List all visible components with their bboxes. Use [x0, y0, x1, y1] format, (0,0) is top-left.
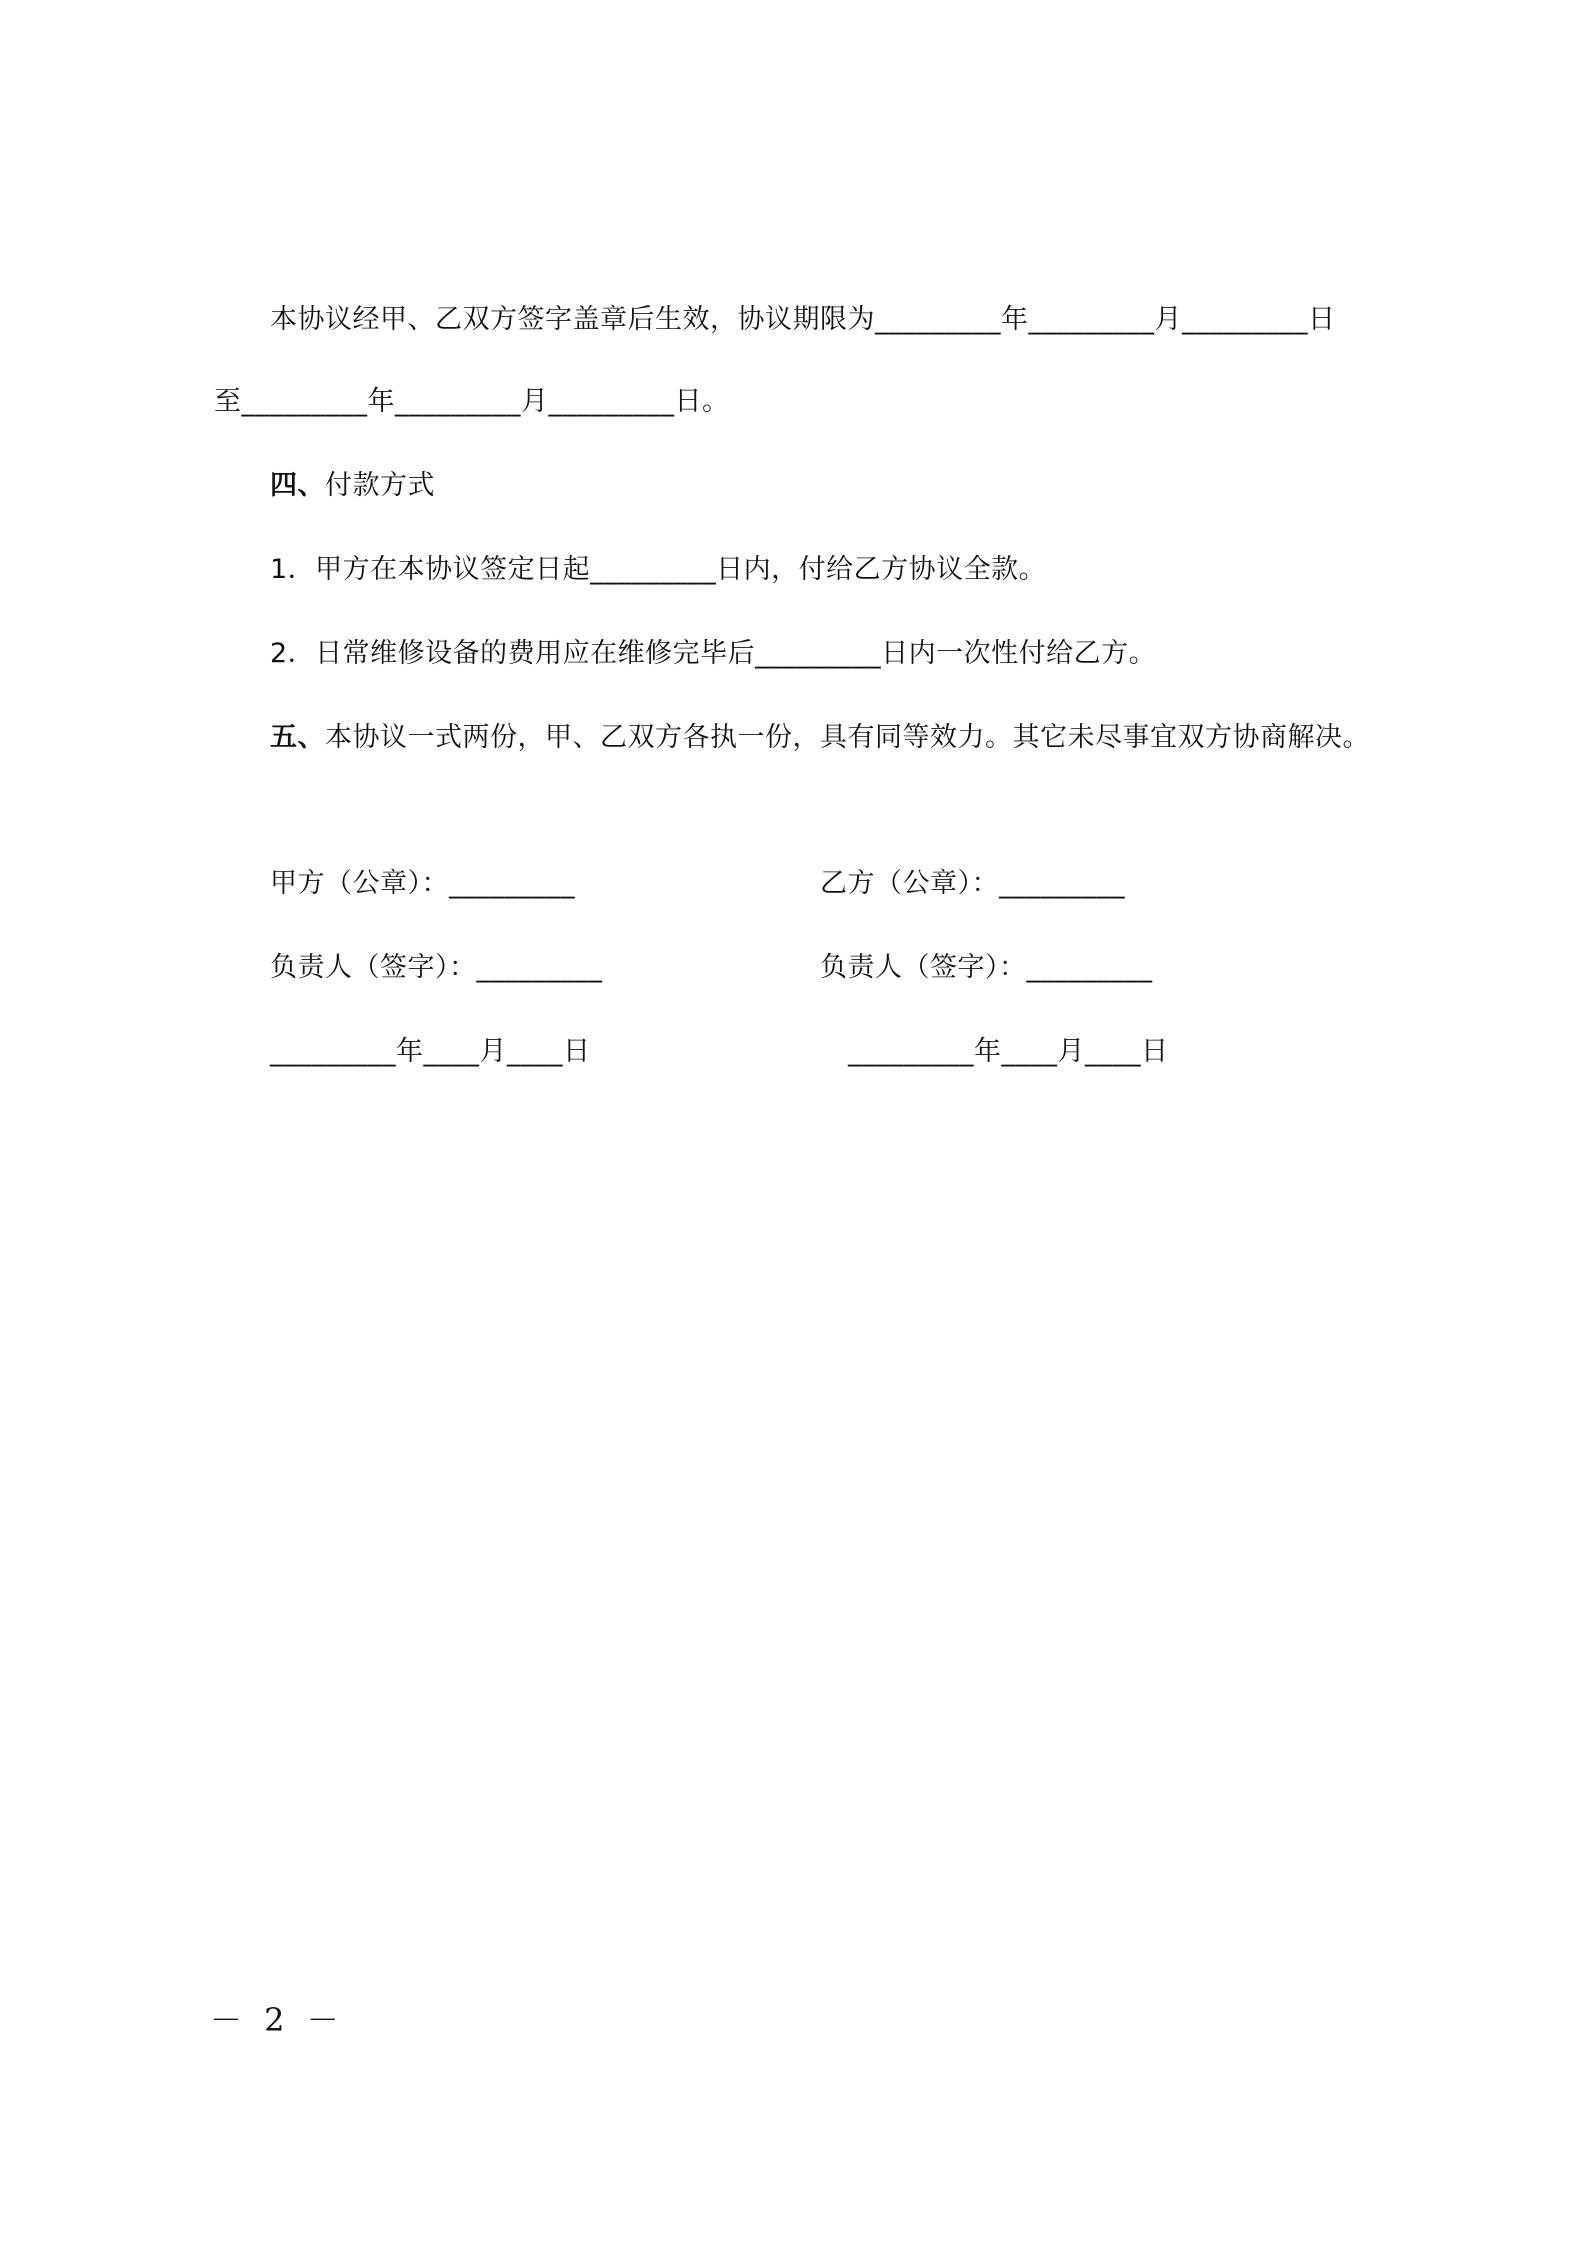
- party-b-seal: 乙方（公章）：_________: [820, 868, 1125, 899]
- section-4-title: 付款方式: [325, 470, 435, 501]
- section-5: [270, 718, 1370, 758]
- section-4-number: 四、: [270, 470, 325, 501]
- section-5-number: 五、: [270, 722, 325, 753]
- party-a-person: 负责人（签字）：_________: [270, 952, 603, 983]
- party-b-date: _________年____月____日: [848, 1036, 1169, 1067]
- payment-item-1: 1．甲方在本协议签定日起_________日内，付给乙方协议全款。: [270, 554, 1047, 585]
- page-number: － 2 －: [210, 2001, 345, 2039]
- payment-item-2: 2．日常维修设备的费用应在维修完毕后_________日内一次性付给乙方。: [270, 638, 1157, 669]
- term-line-2: 至_________年_________月_________日。: [214, 386, 730, 417]
- term-line-1: 本协议经甲、乙双方签字盖章后生效，协议期限为_________年_________月_________日: [270, 304, 1336, 335]
- section-5-text: 本协议一式两份，甲、乙双方各执一份，具有同等效力。其它未尽事宜双方协商解决。: [325, 722, 1370, 753]
- party-b-person: 负责人（签字）：_________: [820, 952, 1153, 983]
- section-4-heading: [270, 466, 435, 506]
- party-a-seal: 甲方（公章）：_________: [270, 868, 575, 899]
- party-a-date: _________年____月____日: [270, 1036, 591, 1067]
